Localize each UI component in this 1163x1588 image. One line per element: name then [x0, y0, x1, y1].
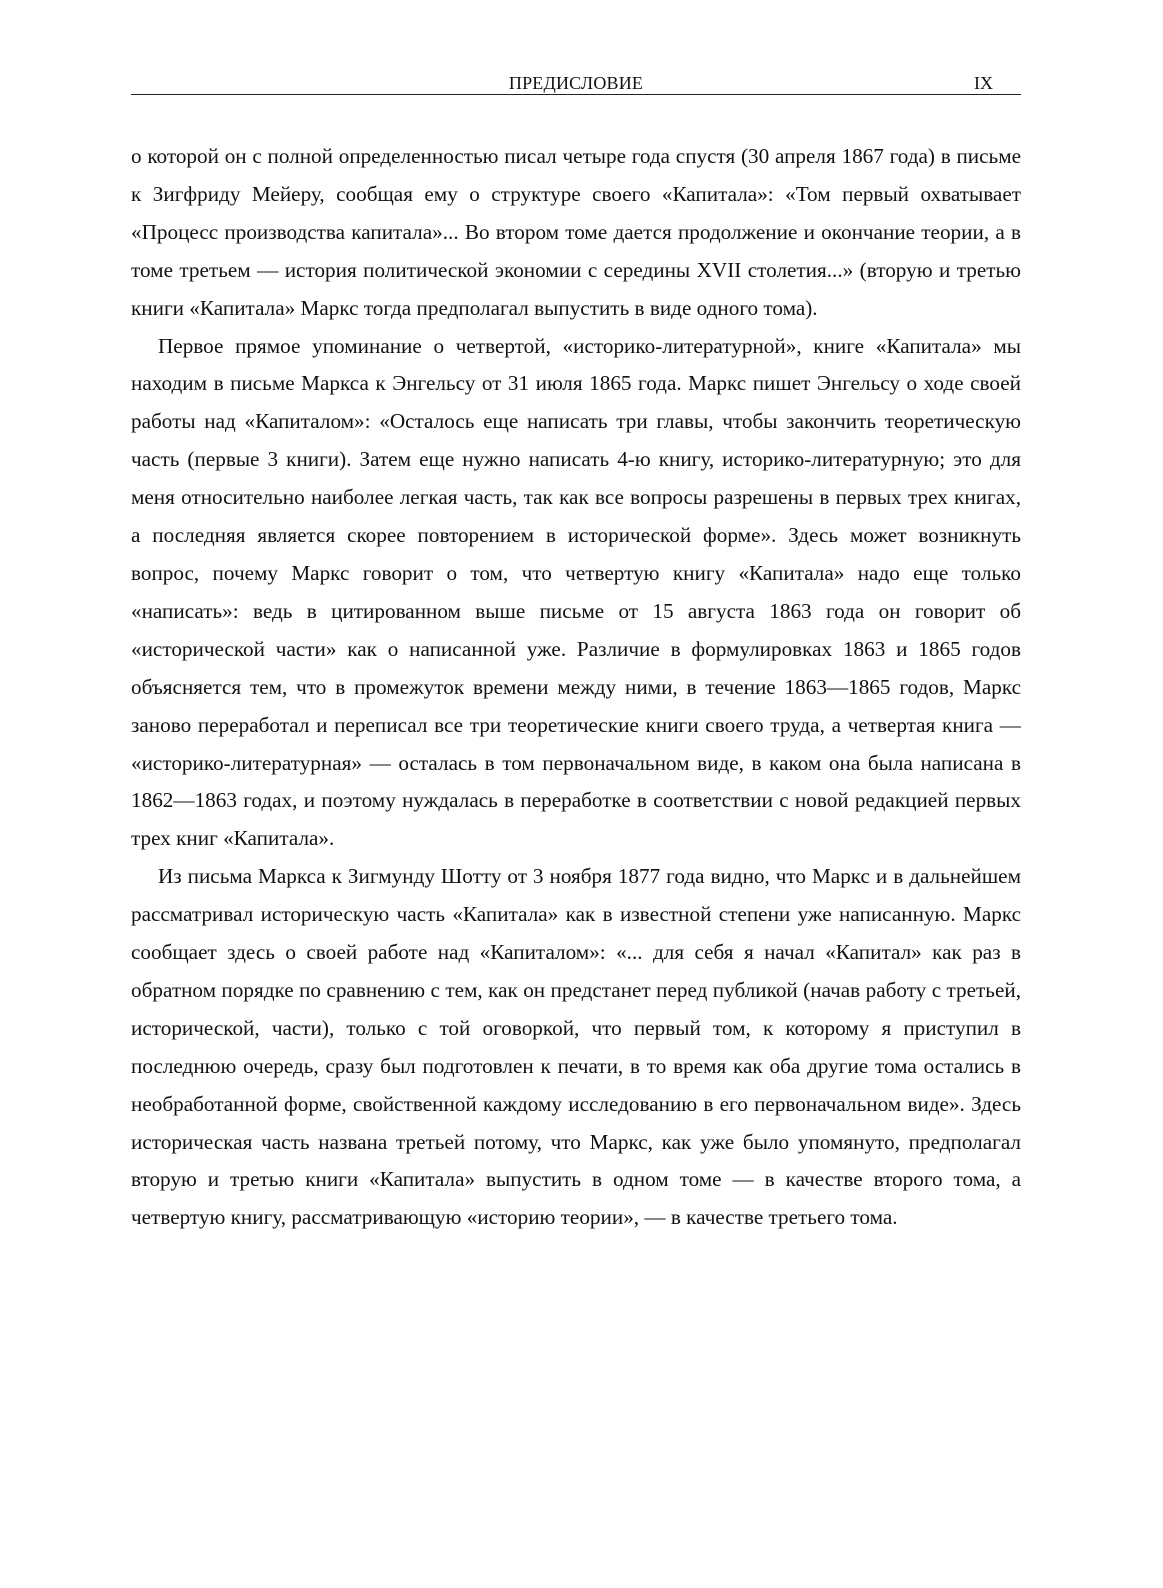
page-number: IX	[974, 73, 993, 93]
paragraph-3: Из письма Маркса к Зигмунду Шотту от 3 ноября 1877 года видно, что Маркс и в дальнейшем рассматривал историческую часть «Капитала» как в известной степени уже написанную. Маркс сообщает здесь о своей работе над «Капиталом»: «... для себя я начал «Капитал» как раз в обратном порядке по сравнению с тем, как он предстанет перед публикой (начав работу с третьей, исторической, части), только с той оговоркой, что первый том, к которому я приступил в последнюю очередь, сразу был подготовлен к печати, в то время как оба другие тома остались в необработанной форме, свойственной каждому исследованию в его первоначальном виде». Здесь историческая часть названа третьей потому, что Маркс, как уже было упомянуто, предполагал вторую и третью книги «Капитала» выпустить в одном томе — в качестве второго тома, а четвертую книгу, рассматривающую «историю теории», — в качестве третьего тома.	[131, 864, 1021, 1230]
paragraph-2: Первое прямое упоминание о четвертой, «историко-литературной», книге «Капитала» мы находим в письме Маркса к Энгельсу от 31 июля 1865 года. Маркс пишет Энгельсу о ходе своей работы над «Капиталом»: «Осталось еще написать три главы, чтобы закончить теоретическую часть (первые 3 книги). Затем еще нужно написать 4-ю книгу, историко-литературную; это для меня относительно наиболее легкая часть, так как все вопросы разрешены в первых трех книгах, а последняя является скорее повторением в исторической форме». Здесь может возникнуть вопрос, почему Маркс говорит о том, что четвертую книгу «Капитала» надо еще только «написать»: ведь в цитированном выше письме от 15 августа 1863 года он говорит об «исторической части» как о написанной уже. Различие в формулировках 1863 и 1865 годов объясняется тем, что в промежуток времени между ними, в течение 1863—1865 годов, Маркс заново переработал и переписал все три теоретические книги своего труда, а четвертая книга — «историко-литературная» — осталась в том первоначальном виде, в каком она была написана в 1862—1863 годах, и поэтому нуждалась в переработке в соответствии с новой редакцией первых трех книг «Капитала».	[131, 333, 1021, 851]
header-title: ПРЕДИСЛОВИЕ	[508, 73, 644, 93]
running-header	[131, 72, 1021, 95]
paragraph-1: о которой он с полной определенностью писал четыре года спустя (30 апреля 1867 года) в письме к Зигфриду Мейеру, сообщая ему о структуре своего «Капитала»: «Том первый охватывает «Процесс производства капитала»... Во втором томе дается продолжение и окончание теории, а в томе третьем — история политической экономии с середины XVII столетия...» (вторую и третью книги «Капитала» Маркс тогда предполагал выпустить в виде одного тома).	[131, 144, 1021, 320]
body-text	[131, 138, 1021, 1237]
